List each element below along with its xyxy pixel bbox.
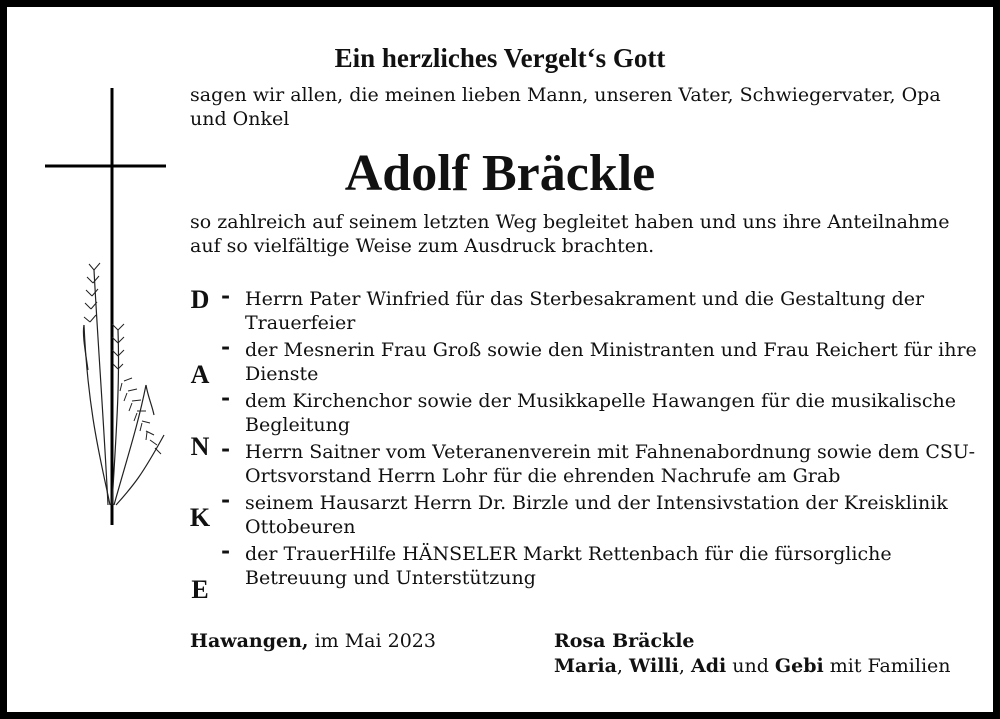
list-item-text: dem Kirchenchor sowie der Musikkapelle Hawangen für die musikalische Begleitung (245, 390, 956, 436)
child-name: Willi (628, 655, 679, 677)
wheat-icon (83, 263, 164, 505)
deceased-name: Adolf Bräckle (344, 145, 656, 202)
dash-bullet: - (221, 436, 231, 462)
dash-bullet: - (221, 487, 231, 513)
obituary-card (7, 7, 993, 712)
separator: , (616, 655, 629, 677)
child-name: Gebi (774, 655, 824, 677)
danke-letter-d: D (190, 285, 210, 314)
child-name: Adi (690, 655, 727, 677)
danke-letter-e: E (191, 575, 209, 604)
list-item-text: Herrn Pater Winfried für das Sterbesakrament und die Gestaltung der Trauerfeier (245, 288, 925, 334)
place: Hawangen, (190, 630, 309, 652)
family-suffix: mit Familien (823, 655, 951, 677)
list-item-text: der Mesnerin Frau Groß sowie den Ministranten und Frau Reichert für ihre Dienste (245, 339, 977, 385)
child-name: Maria (554, 655, 617, 677)
widow: Rosa Bräckle (554, 630, 695, 652)
heading: Ein herzliches Vergelt‘s Gott (334, 43, 666, 73)
dash-bullet: - (221, 283, 231, 309)
thanks-text: so zahlreich auf seinem letzten Weg begleitet haben und uns ihre Anteilnahme auf so vielfältige Weise zum Ausdruck brachten. (190, 211, 950, 257)
danke-letter-a: A (190, 360, 210, 389)
family-names (554, 654, 951, 679)
dash-bullet: - (221, 334, 231, 360)
conjunction: und (726, 655, 775, 677)
widow-name (554, 629, 695, 654)
list-item-text: seinem Hausarzt Herrn Dr. Birzle und der Intensivstation der Kreisklinik Ottobeuren (245, 492, 948, 538)
dash-bullet: - (221, 385, 231, 411)
dash-bullet: - (221, 538, 231, 564)
intro-text: sagen wir allen, die meinen lieben Mann, unseren Vater, Schwiegervater, Opa und Onkel (190, 84, 941, 130)
separator: , (678, 655, 691, 677)
list-item-text: Herrn Saitner vom Veteranenverein mit Fahnenabordnung sowie dem CSU-Ortsvorstand Herrn Lohr für die ehrenden Nachrufe am Grab (245, 441, 975, 487)
date: im Mai 2023 (308, 630, 436, 652)
list-item-text: der TrauerHilfe HÄNSELER Markt Rettenbach für die fürsorgliche Betreuung und Unterstützung (245, 543, 892, 589)
danke-letter-n: N (190, 432, 210, 461)
place-date (190, 629, 436, 654)
danke-letter-k: K (189, 503, 211, 532)
